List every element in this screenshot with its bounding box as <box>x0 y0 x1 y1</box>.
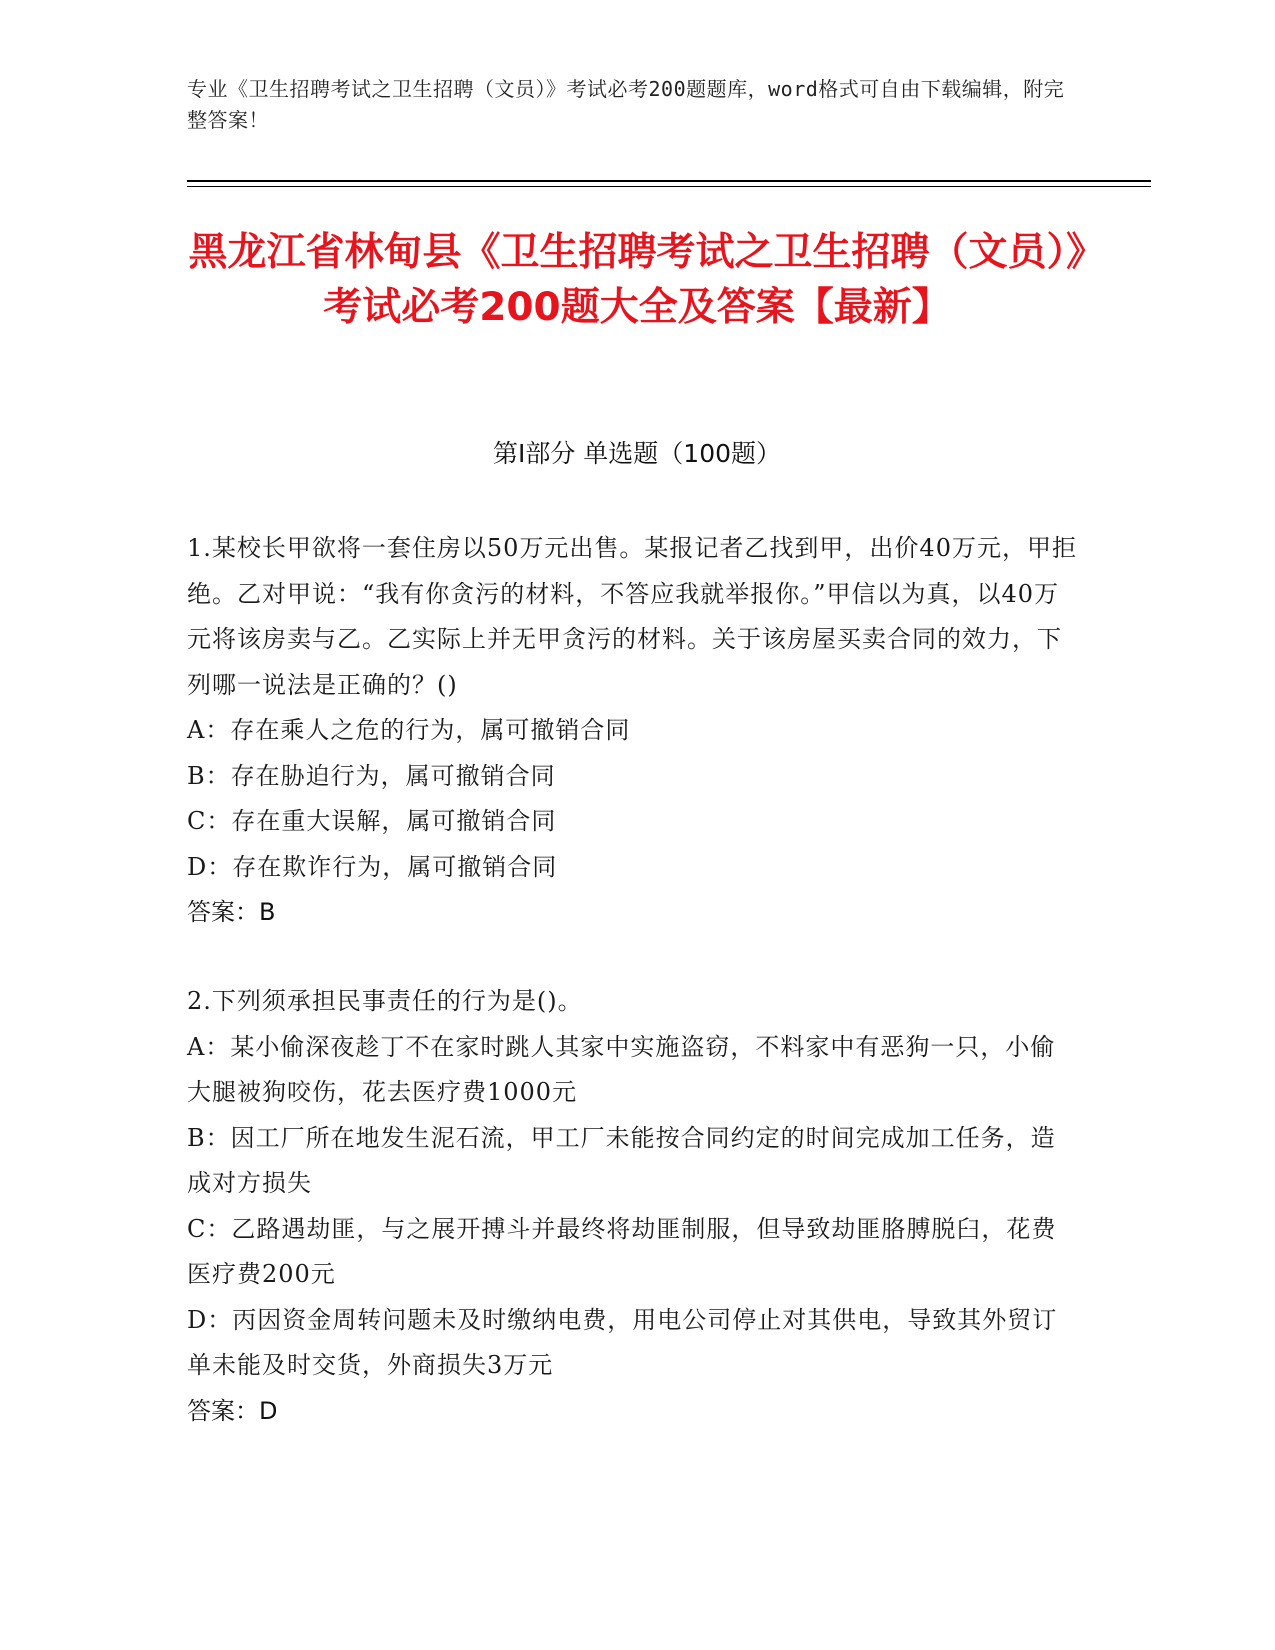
question-2 <box>187 979 1077 1434</box>
option-d: D：丙因资金周转问题未及时缴纳电费，用电公司停止对其供电，导致其外贸订单未能及时交货，外商损失3万元 <box>187 1305 1058 1379</box>
question-stem: 1.某校长甲欲将一套住房以50万元出售。某报记者乙找到甲，出价40万元，甲拒绝。乙对甲说：“我有你贪污的材料，不答应我就举报你。”甲信以为真，以40万元将该房卖与乙。乙实际上并无甲贪污的材料。关于该房屋买卖合同的效力，下列哪一说法是正确的？() <box>187 534 1077 699</box>
option-c: C：乙路遇劫匪，与之展开搏斗并最终将劫匪制服，但导致劫匪胳膊脱臼，花费医疗费200元 <box>187 1214 1057 1288</box>
question-1 <box>187 526 1077 936</box>
option-a: A：存在乘人之危的行为，属可撤销合同 <box>187 716 631 744</box>
section-heading: 第I部分 单选题（100题） <box>492 439 782 468</box>
answer: 答案：B <box>187 898 276 926</box>
option-a: A：某小偷深夜趁丁不在家时跳人其家中实施盗窃，不料家中有恶狗一只，小偷大腿被狗咬伤，花去医疗费1000元 <box>187 1032 1056 1106</box>
header-rule-thin <box>187 186 1151 187</box>
header-rule-thick <box>187 180 1151 182</box>
question-stem: 2.下列须承担民事责任的行为是()。 <box>187 987 583 1015</box>
header-note: 专业《卫生招聘考试之卫生招聘（文员）》考试必考200题题库，word格式可自由下载编辑，附完整答案！ <box>187 77 1065 132</box>
answer: 答案：D <box>187 1396 278 1425</box>
option-c: C：存在重大误解，属可撤销合同 <box>187 807 557 835</box>
option-b: B：存在胁迫行为，属可撤销合同 <box>187 761 556 790</box>
option-d: D：存在欺诈行为，属可撤销合同 <box>187 852 558 881</box>
document-title: 黑龙江省林甸县《卫生招聘考试之卫生招聘（文员）》考试必考200题大全及答案【最新】 <box>188 230 1086 330</box>
option-b: B：因工厂所在地发生泥石流，甲工厂未能按合同约定的时间完成加工任务，造成对方损失 <box>187 1123 1056 1197</box>
